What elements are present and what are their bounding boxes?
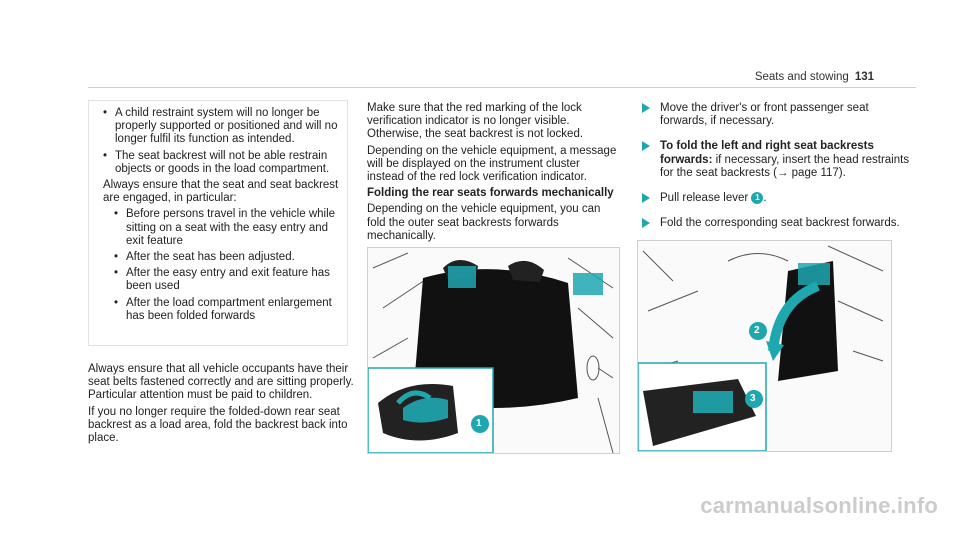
running-header <box>755 71 874 83</box>
step-text: if necessary, insert the head restraints for the seat backrests (→ page 117). <box>660 153 910 179</box>
paragraph: Always ensure that all vehicle occupants have their seat belts fastened correctly and are sitting properly. Particular attention must be paid to children. <box>88 363 354 402</box>
list-item: • After the seat has been adjusted. <box>114 251 341 264</box>
step-arrow-icon <box>642 141 650 151</box>
paragraph: Depending on the vehicle equipment, you can fold the outer seat backrests forwards mechanically. <box>367 203 601 242</box>
paragraph: Make sure that the red marking of the lock verification indicator is no longer visible. Otherwise, the seat backrest is not locked. <box>367 102 584 141</box>
section-title: Seats and stowing <box>754 71 849 83</box>
step-text: Pull release lever <box>660 192 749 205</box>
instruction-step <box>638 102 918 128</box>
warning-content <box>103 107 341 326</box>
figure-rear-seats-drawing <box>368 248 619 453</box>
instruction-step <box>638 217 918 230</box>
list-item: • The seat backrest will not be able restrain objects or goods in the load compartment. <box>103 150 341 176</box>
step-bold-text: To fold the left and right seat backrests forwards: <box>660 140 874 166</box>
callout-badge: 1 <box>751 192 763 204</box>
figure-fold-backrest <box>637 240 892 452</box>
step-arrow-icon <box>642 193 650 203</box>
step-arrow-icon <box>642 103 650 113</box>
watermark: carmanualsonline.info <box>700 493 938 518</box>
right-column <box>638 102 918 242</box>
instruction-step <box>638 192 918 205</box>
paragraph: Depending on the vehicle equipment, a message will be displayed on the instrument cluster instead of the red lock verification indicator. <box>367 144 617 184</box>
left-column-bottom <box>88 363 356 448</box>
middle-column <box>367 102 617 246</box>
figure-callout-number: 1 <box>476 418 482 429</box>
header-rule <box>88 87 916 88</box>
section-heading: Folding the rear seats forwards mechanically <box>367 187 614 200</box>
warning-intro: Always ensure that the seat and seat backrest are engaged, in particular: <box>103 179 339 205</box>
warning-sublist <box>103 208 341 323</box>
step-text: Fold the corresponding seat backrest forwards. <box>660 217 900 230</box>
list-item: • After the load compartment enlargement has been folded forwards <box>114 297 341 323</box>
step-text: Move the driver's or front passenger seat forwards, if necessary. <box>660 102 869 128</box>
figure-fold-backrest-drawing <box>638 241 891 451</box>
page-number: 131 <box>854 71 874 83</box>
warning-list <box>103 107 341 176</box>
list-item: • Before persons travel in the vehicle while sitting on a seat with the easy entry and exit feature <box>114 208 341 248</box>
instruction-step <box>638 140 918 180</box>
figure-callout-number: 2 <box>754 325 760 336</box>
list-item: • A child restraint system will no longer be properly supported or positioned and will no longer fulfil its function as intended. <box>103 107 341 147</box>
step-arrow-icon <box>642 218 650 228</box>
figure-rear-seats <box>367 247 620 454</box>
list-item: • After the easy entry and exit feature has been used <box>114 267 341 293</box>
paragraph: If you no longer require the folded-down rear seat backrest as a load area, fold the backrest back into place. <box>88 405 348 445</box>
figure-callout-number: 3 <box>750 393 756 404</box>
step-text: . <box>763 192 767 205</box>
